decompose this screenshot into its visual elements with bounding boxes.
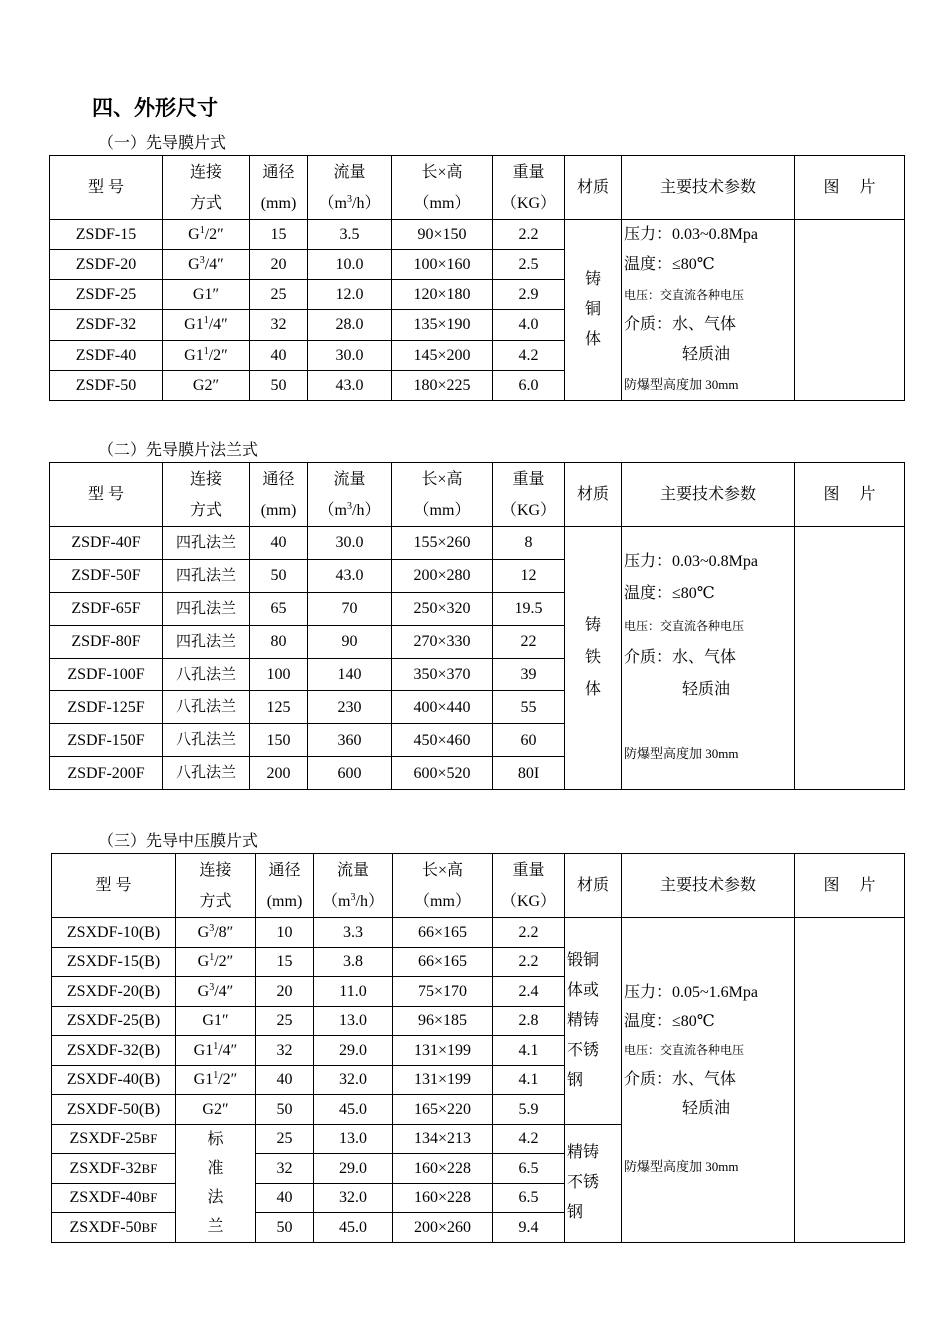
cell-flow: 29.0: [314, 1154, 393, 1184]
cell-weight: 6.5: [493, 1154, 565, 1184]
header-params: 主要技术参数: [622, 463, 795, 527]
cell-picture: [795, 220, 905, 401]
cell-model: ZSDF-150F: [50, 724, 163, 757]
header-connection: 连接 方式: [163, 156, 250, 220]
header-picture: 图 片: [795, 156, 905, 220]
cell-size: 134×213: [393, 1124, 493, 1154]
cell-diameter: 40: [250, 340, 308, 370]
table-pilot-medium-pressure: [51, 853, 905, 1243]
cell-size: 145×200: [392, 340, 493, 370]
cell-weight: 2.2: [493, 220, 565, 250]
header-flow: 流量 $(m^3/h)$: [308, 156, 392, 220]
header-material: 材质: [565, 463, 622, 527]
table-header-row: [52, 854, 905, 918]
cell-connection: 四孔法兰: [163, 527, 250, 560]
cell-connection: $G^3/4''$: [176, 977, 256, 1007]
cell-material: 铸 铜 体: [565, 220, 622, 401]
header-model: 型 号: [50, 156, 163, 220]
header-connection: 连接 方式: [163, 463, 250, 527]
cell-connection: 四孔法兰: [163, 559, 250, 592]
cell-weight: 5.9: [493, 1095, 565, 1125]
cell-model: ZSDF-20: [50, 250, 163, 280]
cell-weight: 6.5: [493, 1183, 565, 1213]
cell-flow: 3.3: [314, 918, 393, 948]
cell-diameter: 15: [250, 220, 308, 250]
cell-flow: 3.8: [314, 947, 393, 977]
cell-model: ZSXDF-40BF: [52, 1183, 176, 1213]
cell-model: ZSDF-50F: [50, 559, 163, 592]
cell-flow: 43.0: [308, 559, 392, 592]
table-pilot-diaphragm-flange: [49, 462, 905, 790]
cell-diameter: 20: [256, 977, 314, 1007]
cell-diameter: 80: [250, 625, 308, 658]
header-size: 长×高 （mm）: [393, 854, 493, 918]
cell-weight: 2.2: [493, 947, 565, 977]
cell-connection: G2″: [163, 370, 250, 400]
cell-flow: 45.0: [314, 1213, 393, 1243]
cell-flow: 13.0: [314, 1006, 393, 1036]
cell-flow: 32.0: [314, 1183, 393, 1213]
section1-title: （一）先导膜片式: [98, 133, 227, 152]
header-diameter: 通径 (mm): [250, 463, 308, 527]
header-model: 型 号: [50, 463, 163, 527]
cell-flow: 140: [308, 658, 392, 691]
cell-size: 200×280: [392, 559, 493, 592]
header-params: 主要技术参数: [622, 854, 795, 918]
table-header-row: [50, 463, 905, 527]
cell-weight: 2.8: [493, 1006, 565, 1036]
cell-weight: 8: [493, 527, 565, 560]
cell-model: ZSXDF-25(B): [52, 1006, 176, 1036]
cell-diameter: 25: [256, 1006, 314, 1036]
cell-weight: 9.4: [493, 1213, 565, 1243]
cell-model: ZSXDF-15(B): [52, 947, 176, 977]
cell-size: 200×260: [393, 1213, 493, 1243]
cell-model: ZSDF-80F: [50, 625, 163, 658]
cell-connection: $G^3/8''$: [176, 918, 256, 948]
cell-connection: 八孔法兰: [163, 691, 250, 724]
header-flow: 流量 $(m^3/h)$: [308, 463, 392, 527]
cell-diameter: 65: [250, 592, 308, 625]
header-picture: 图 片: [795, 854, 905, 918]
cell-size: 600×520: [392, 757, 493, 790]
cell-size: 155×260: [392, 527, 493, 560]
cell-flow: 32.0: [314, 1065, 393, 1095]
table-pilot-diaphragm: [49, 155, 905, 401]
cell-model: ZSDF-200F: [50, 757, 163, 790]
cell-weight: 2.5: [493, 250, 565, 280]
cell-weight: 2.9: [493, 280, 565, 310]
cell-size: 135×190: [392, 310, 493, 340]
cell-diameter: 32: [250, 310, 308, 340]
cell-flow: 43.0: [308, 370, 392, 400]
cell-model: ZSXDF-40(B): [52, 1065, 176, 1095]
table-header-row: [50, 156, 905, 220]
cell-model: ZSDF-40F: [50, 527, 163, 560]
cell-connection: $G^1/2''$: [176, 947, 256, 977]
cell-flow: 360: [308, 724, 392, 757]
cell-weight: 22: [493, 625, 565, 658]
cell-flow: 10.0: [308, 250, 392, 280]
cell-diameter: 40: [250, 527, 308, 560]
cell-connection: $G1^1/2''$: [176, 1065, 256, 1095]
cell-model: ZSXDF-50(B): [52, 1095, 176, 1125]
header-picture: 图 片: [795, 463, 905, 527]
cell-model: ZSXDF-32BF: [52, 1154, 176, 1184]
cell-diameter: 40: [256, 1065, 314, 1095]
cell-size: 131×199: [393, 1065, 493, 1095]
cell-connection-flange: 标 准 法 兰: [176, 1124, 256, 1242]
cell-weight: 4.0: [493, 310, 565, 340]
header-material: 材质: [565, 156, 622, 220]
header-weight: 重量 （KG）: [493, 854, 565, 918]
cell-weight: 2.4: [493, 977, 565, 1007]
cell-weight: 60: [493, 724, 565, 757]
header-weight: 重量 （KG）: [493, 463, 565, 527]
cell-diameter: 25: [250, 280, 308, 310]
cell-flow: 30.0: [308, 527, 392, 560]
header-params: 主要技术参数: [622, 156, 795, 220]
table-row: [50, 527, 905, 560]
cell-size: 131×199: [393, 1036, 493, 1066]
cell-flow: 29.0: [314, 1036, 393, 1066]
cell-connection: 四孔法兰: [163, 625, 250, 658]
cell-diameter: 100: [250, 658, 308, 691]
cell-flow: 230: [308, 691, 392, 724]
cell-flow: 12.0: [308, 280, 392, 310]
cell-size: 450×460: [392, 724, 493, 757]
cell-connection: $G1^1/4''$: [163, 310, 250, 340]
header-size: 长×高 （mm）: [392, 156, 493, 220]
cell-size: 66×165: [393, 947, 493, 977]
cell-material-flange: 精铸 不锈 钢: [565, 1124, 622, 1242]
cell-connection: 八孔法兰: [163, 658, 250, 691]
cell-size: 160×228: [393, 1154, 493, 1184]
cell-weight: 4.2: [493, 340, 565, 370]
cell-picture: [795, 918, 905, 1243]
cell-connection: $G^3/4''$: [163, 250, 250, 280]
cell-flow: 600: [308, 757, 392, 790]
cell-size: 400×440: [392, 691, 493, 724]
cell-weight: 12: [493, 559, 565, 592]
section3-title: （三）先导中压膜片式: [98, 831, 259, 850]
cell-weight: 2.2: [493, 918, 565, 948]
cell-model: ZSXDF-32(B): [52, 1036, 176, 1066]
table-row: [50, 220, 905, 250]
cell-model: ZSXDF-50BF: [52, 1213, 176, 1243]
cell-diameter: 125: [250, 691, 308, 724]
page-heading: 四、外形尺寸: [92, 95, 218, 120]
cell-size: 66×165: [393, 918, 493, 948]
cell-size: 100×160: [392, 250, 493, 280]
cell-diameter: 50: [256, 1213, 314, 1243]
header-diameter: 通径 (mm): [256, 854, 314, 918]
cell-diameter: 32: [256, 1036, 314, 1066]
cell-diameter: 50: [250, 559, 308, 592]
cell-connection: 八孔法兰: [163, 757, 250, 790]
table-row: [52, 918, 905, 948]
cell-flow: 3.5: [308, 220, 392, 250]
cell-connection: G1″: [163, 280, 250, 310]
cell-model: ZSDF-125F: [50, 691, 163, 724]
cell-connection: $G1^1/4''$: [176, 1036, 256, 1066]
cell-material: 锻铜 体或 精铸 不锈 钢: [565, 918, 622, 1125]
cell-diameter: 25: [256, 1124, 314, 1154]
cell-material: 铸 铁 体: [565, 527, 622, 790]
section2-title: （二）先导膜片法兰式: [98, 440, 259, 459]
cell-size: 180×225: [392, 370, 493, 400]
cell-size: 250×320: [392, 592, 493, 625]
header-size: 长×高 （mm）: [392, 463, 493, 527]
cell-weight: 19.5: [493, 592, 565, 625]
cell-connection: G2″: [176, 1095, 256, 1125]
cell-connection: 八孔法兰: [163, 724, 250, 757]
cell-size: 90×150: [392, 220, 493, 250]
cell-weight: 80I: [493, 757, 565, 790]
cell-size: 75×170: [393, 977, 493, 1007]
cell-params: 压力：0.03~0.8Mpa 温度：≤80℃ 电压：交直流各种电压 介质：水、气体 轻质油 防爆型高度加 30mm: [622, 527, 795, 790]
cell-connection: 四孔法兰: [163, 592, 250, 625]
cell-picture: [795, 527, 905, 790]
cell-size: 160×228: [393, 1183, 493, 1213]
header-diameter: 通径 (mm): [250, 156, 308, 220]
cell-model: ZSDF-40: [50, 340, 163, 370]
cell-connection: $G1^1/2''$: [163, 340, 250, 370]
cell-model: ZSXDF-10(B): [52, 918, 176, 948]
cell-connection: $G^1/2''$: [163, 220, 250, 250]
cell-weight: 39: [493, 658, 565, 691]
cell-weight: 4.2: [493, 1124, 565, 1154]
cell-size: 120×180: [392, 280, 493, 310]
cell-model: ZSDF-15: [50, 220, 163, 250]
cell-flow: 45.0: [314, 1095, 393, 1125]
cell-flow: 11.0: [314, 977, 393, 1007]
cell-model: ZSDF-32: [50, 310, 163, 340]
cell-model: ZSDF-100F: [50, 658, 163, 691]
header-model: 型 号: [52, 854, 176, 918]
cell-params: 压力：0.03~0.8Mpa 温度：≤80℃ 电压：交直流各种电压 介质：水、气体 轻质油 防爆型高度加 30mm: [622, 220, 795, 401]
cell-model: ZSDF-65F: [50, 592, 163, 625]
cell-flow: 13.0: [314, 1124, 393, 1154]
cell-weight: 4.1: [493, 1065, 565, 1095]
header-connection: 连接 方式: [176, 854, 256, 918]
cell-flow: 90: [308, 625, 392, 658]
cell-size: 270×330: [392, 625, 493, 658]
cell-params: 压力：0.05~1.6Mpa 温度：≤80℃ 电压：交直流各种电压 介质：水、气体 轻质油 防爆型高度加 30mm: [622, 918, 795, 1243]
cell-model: ZSXDF-25BF: [52, 1124, 176, 1154]
cell-diameter: 50: [250, 370, 308, 400]
cell-diameter: 10: [256, 918, 314, 948]
cell-diameter: 32: [256, 1154, 314, 1184]
cell-size: 350×370: [392, 658, 493, 691]
cell-diameter: 15: [256, 947, 314, 977]
header-weight: 重量 （KG）: [493, 156, 565, 220]
cell-weight: 6.0: [493, 370, 565, 400]
cell-diameter: 50: [256, 1095, 314, 1125]
cell-weight: 55: [493, 691, 565, 724]
cell-model: ZSDF-25: [50, 280, 163, 310]
header-material: 材质: [565, 854, 622, 918]
cell-diameter: 150: [250, 724, 308, 757]
cell-flow: 70: [308, 592, 392, 625]
cell-diameter: 200: [250, 757, 308, 790]
cell-flow: 28.0: [308, 310, 392, 340]
cell-diameter: 40: [256, 1183, 314, 1213]
header-flow: 流量 $(m^3/h)$: [314, 854, 393, 918]
cell-weight: 4.1: [493, 1036, 565, 1066]
cell-flow: 30.0: [308, 340, 392, 370]
cell-model: ZSXDF-20(B): [52, 977, 176, 1007]
cell-connection: G1″: [176, 1006, 256, 1036]
cell-diameter: 20: [250, 250, 308, 280]
cell-model: ZSDF-50: [50, 370, 163, 400]
cell-size: 96×185: [393, 1006, 493, 1036]
cell-size: 165×220: [393, 1095, 493, 1125]
